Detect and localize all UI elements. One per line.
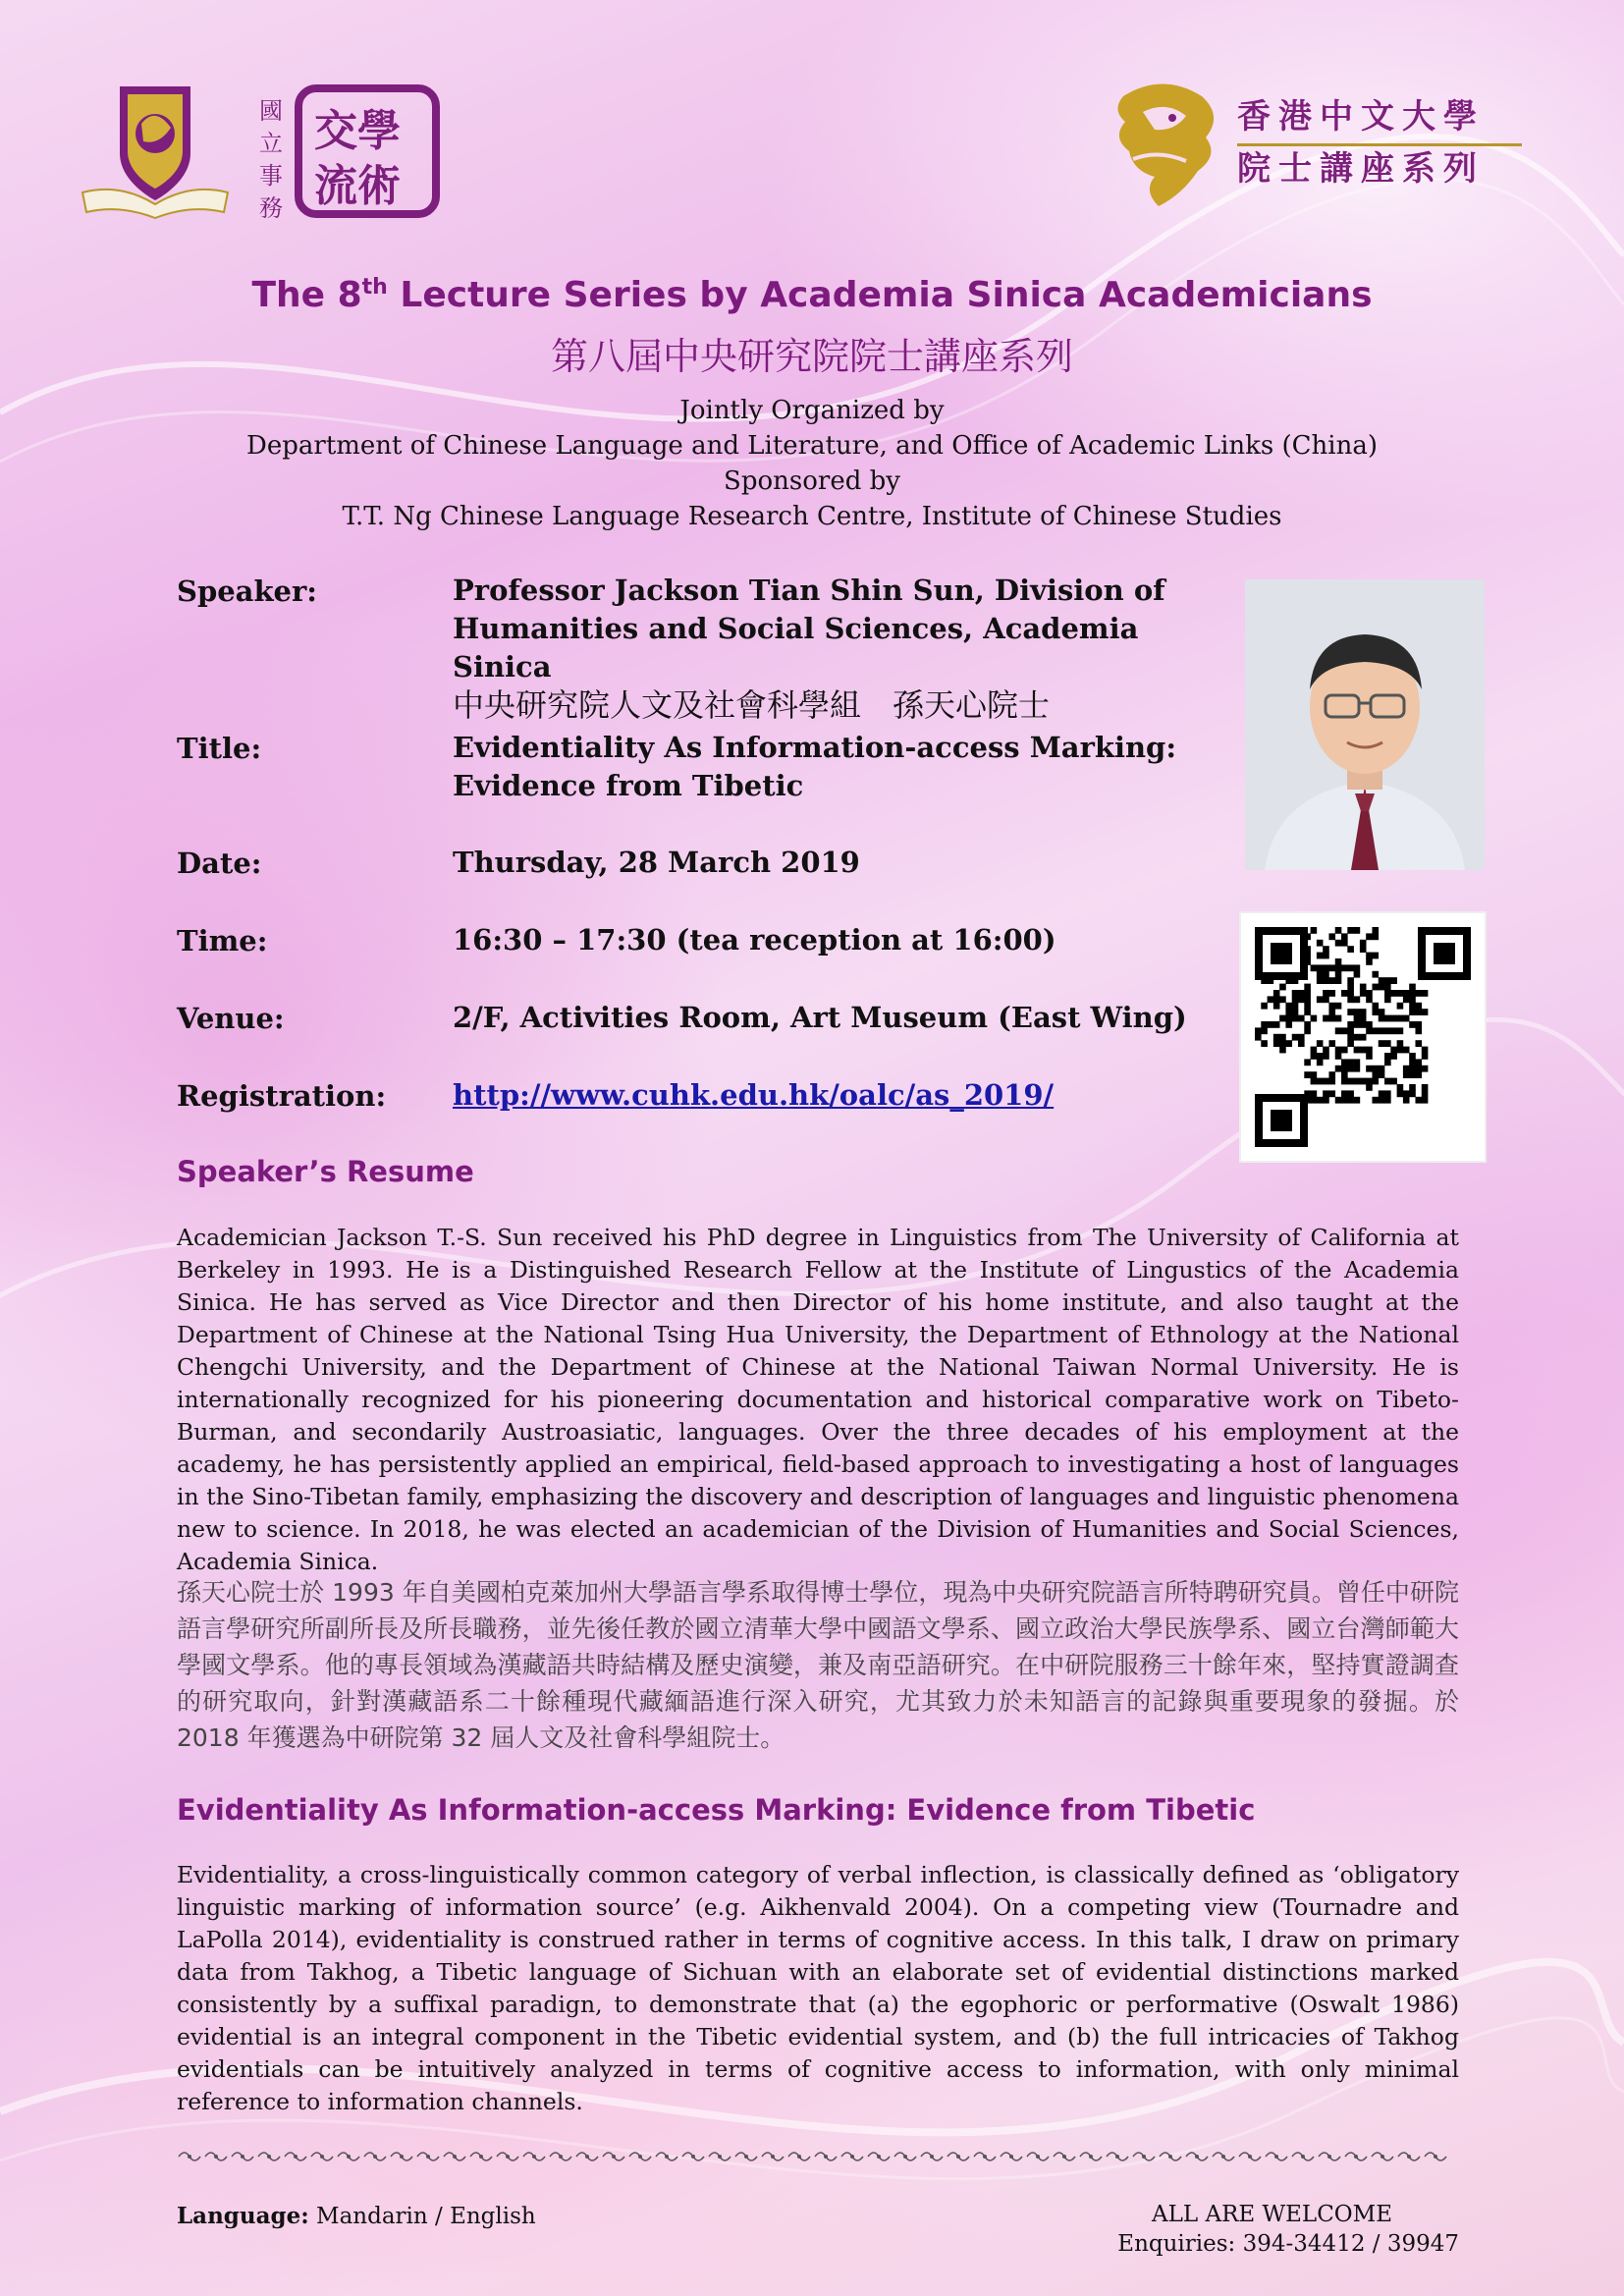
title-label: Title: (177, 732, 262, 765)
title-en-prefix: The 8 (251, 275, 362, 315)
resume-paragraph-zh: 孫天心院士於 1993 年自美國柏克萊加州大學語言學系取得博士學位，現為中央研究院語言所特聘研究員。曾任中研院語言學研究所副所長及所長職務，並先後任教於國立清華大學中國語文學系、國立政治大學民族學系、國立台灣師範大學國文學系。他的專長領域為漢藏語共時結構及歷史演變，兼及南亞語研究。在中研院服務三十餘年來，堅持實證調查的研究取向，針對漢藏語系二十餘種現代藏緬語進行深入研究，尤其致力於未知語言的記錄與重要現象的發掘。於 2018 年獲選為中研院第 32 屆人文及社會科學組院士。 (177, 1578, 1459, 1752)
resume-heading: Speaker’s Resume (177, 1155, 474, 1188)
svg-text:立: 立 (259, 130, 283, 157)
all-are-welcome: ALL ARE WELCOME (1152, 2202, 1392, 2227)
brand-line-university: 香港中文大學 (1237, 94, 1522, 146)
sponsored-label: Sponsored by (724, 466, 900, 496)
date-label: Date: (177, 847, 262, 880)
cuhk-emblem-and-seal-logo (81, 84, 444, 222)
sponsored-value: T.T. Ng Chinese Language Research Centre, Institute of Chinese Studies (342, 502, 1282, 531)
registration-label: Registration: (177, 1079, 387, 1113)
organizers-block (0, 393, 1624, 534)
svg-text:事: 事 (259, 162, 283, 190)
svg-text:流術: 流術 (314, 161, 401, 211)
speaker-name-line2: Humanities and Social Sciences, Academia Sinica (453, 612, 1139, 683)
date-value: Thursday, 28 March 2019 (453, 846, 860, 879)
academia-seal-icon (259, 88, 436, 222)
venue-label: Venue: (177, 1002, 285, 1035)
language-label: Language: (177, 2203, 309, 2229)
talk-title-line1: Evidentiality As Information-access Marking: (453, 731, 1177, 764)
svg-text:交學: 交學 (314, 106, 401, 156)
title-value (453, 729, 1228, 805)
time-label: Time: (177, 924, 268, 957)
speaker-label: Speaker: (177, 574, 317, 608)
abstract-paragraph: Evidentiality, a cross-linguistically common category of verbal inflection, is classically defined as ‘obligatory linguistic marking of information source’ (e.g. Aikhenvald 2004). On a competing view (Tournadre and LaPolla 2014), evidentiality is construed rather in terms of cognitive access. In this talk, I draw on primary data from Takhog, a Tibetic language of Sichuan with an elaborate set of evidential distinctions marked consistently by a suffixal paradign, to demonstrate that (a) the egophoric or performative (Oswalt 1986) evidential is an integral component in the Tibetic evidential system, and (b) the full intricacies of Takhog evidentials can be intuitively analyzed in terms of cognitive access to information, with only minimal reference to information channels. (177, 1861, 1459, 2115)
jointly-organized-label: Jointly Organized by (679, 396, 945, 425)
registration-value (453, 1076, 1228, 1115)
cuhk-lecture-series-brand (1237, 94, 1522, 191)
lecture-series-title-en (0, 275, 1624, 315)
registration-qr-code[interactable] (1239, 911, 1487, 1163)
registration-link[interactable]: http://www.cuhk.edu.hk/oalc/as_2019/ (453, 1078, 1055, 1112)
resume-paragraph-en: Academician Jackson T.-S. Sun received his PhD degree in Linguistics from The University of California at Berkeley in 1993. He is a Distinguished Research Fellow at the Institute of Lingustics of the Academia Sinica. He has served as Vice Director and then Director of his home institute, and also taught at the Department of Chinese at the National Tsing Hua University, the Department of Ethnology at the National Chengchi University, and the Department of Chinese at the National Taiwan Normal University. He is internationally recognized for his pioneering documentation and historical comparative work on Tibeto-Burman, and secondarily Austroasiatic, languages. Over the three decades of his employment at the academy, he has persistently applied an empirical, field-based approach to investigating a host of languages in the Sino-Tibetan family, emphasizing the discovery and description of languages and linguistic phenomena new to science. In 2018, he was elected an academician of the Division of Humanities and Social Sciences, Academia Sinica. (177, 1224, 1459, 1575)
qr-code-icon (1241, 913, 1485, 1161)
speaker-photo (1245, 579, 1485, 870)
cuhk-emblem-icon (82, 86, 228, 218)
svg-text:務: 務 (259, 194, 283, 222)
speaker-portrait-icon (1245, 579, 1485, 870)
welcome-block (982, 2200, 1459, 2259)
title-en-suffix: Lecture Series by Academia Sinica Academicians (387, 275, 1373, 315)
ornamental-divider (177, 2149, 1449, 2164)
abstract-heading: Evidentiality As Information-access Marking: Evidence from Tibetic (177, 1793, 1256, 1827)
jointly-organized-value: Department of Chinese Language and Literature, and Office of Academic Links (China) (246, 431, 1378, 461)
cuhk-dragon-icon (1104, 77, 1231, 214)
talk-title-line2: Evidence from Tibetic (453, 769, 804, 802)
speaker-value (453, 572, 1228, 725)
enquiries: Enquiries: 394-34412 / 39947 (1117, 2231, 1459, 2257)
svg-text:國: 國 (259, 97, 283, 125)
language-info (177, 2203, 536, 2229)
brand-line-series: 院士講座系列 (1237, 149, 1485, 189)
lecture-series-title-zh: 第八屆中央研究院院士講座系列 (550, 335, 1073, 378)
time-value: 16:30 – 17:30 (tea reception at 16:00) (453, 923, 1056, 957)
speaker-name-zh: 中央研究院人文及社會科學組 孫天心院士 (453, 686, 1051, 724)
speaker-name-line1: Professor Jackson Tian Shin Sun, Division of (453, 574, 1165, 607)
venue-value: 2/F, Activities Room, Art Museum (East Wing) (453, 1001, 1187, 1034)
title-en-sup: th (361, 275, 388, 300)
ornament-pattern-icon (177, 2149, 1449, 2164)
language-value: Mandarin / English (308, 2204, 536, 2229)
